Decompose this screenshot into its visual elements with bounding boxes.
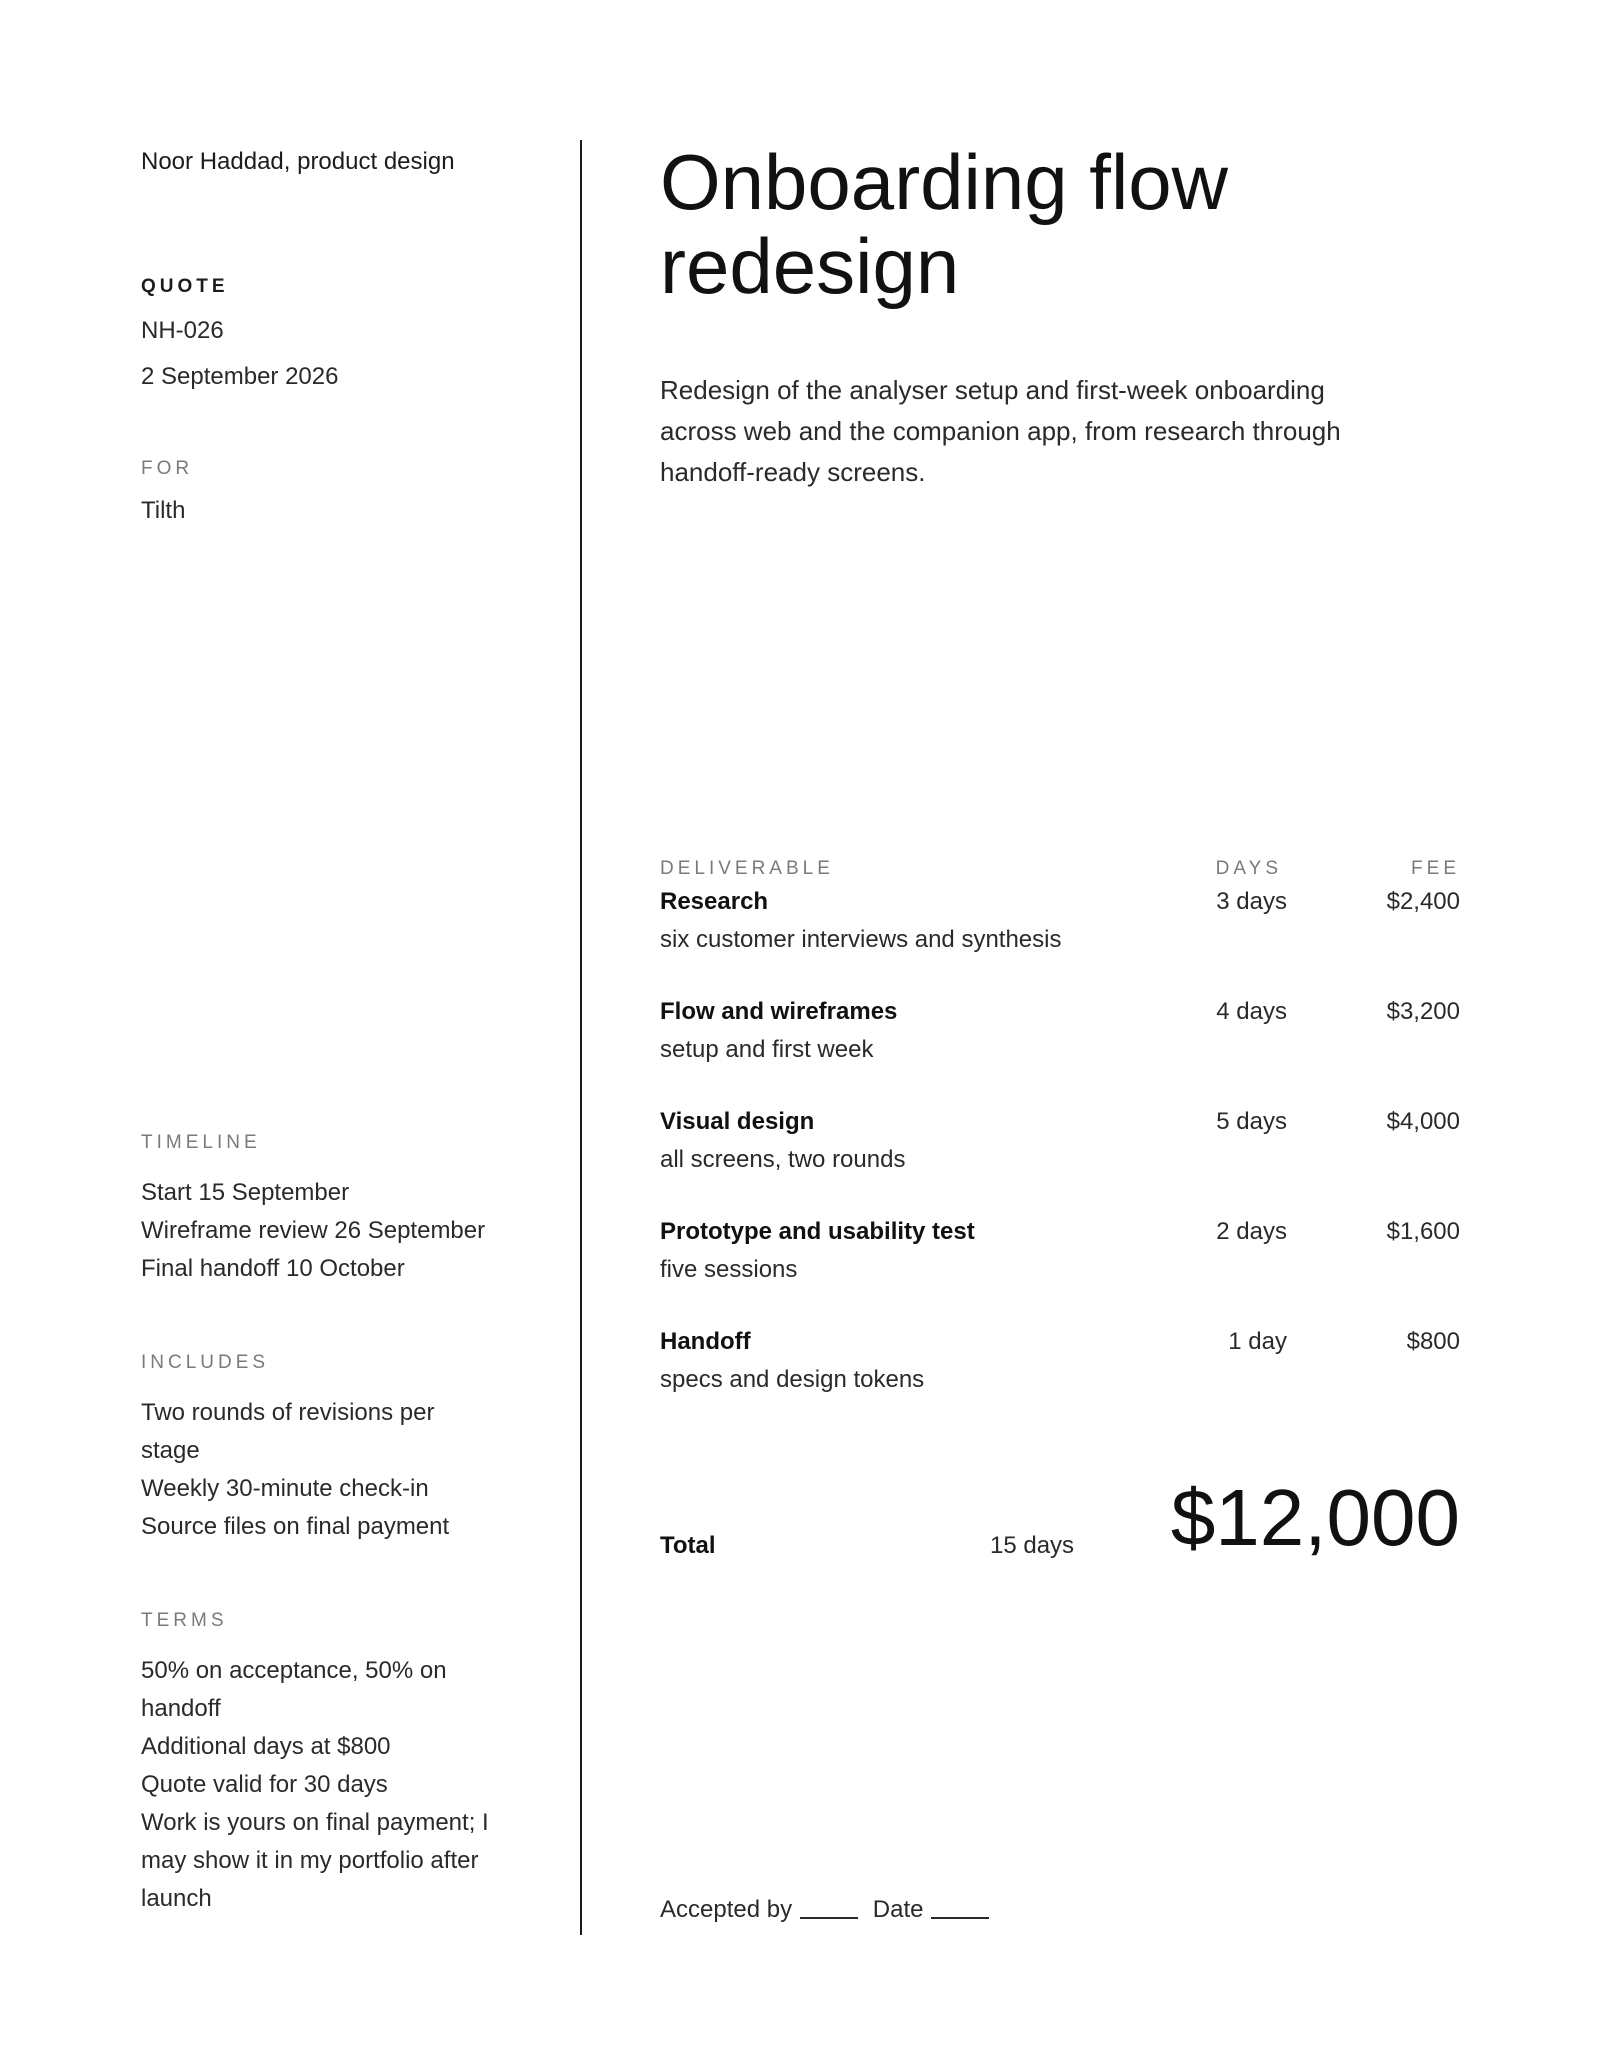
timeline-section bbox=[141, 1132, 511, 1288]
client-section bbox=[141, 458, 511, 530]
deliverable-name: Visual design bbox=[660, 1108, 815, 1135]
deliverable-row bbox=[660, 1216, 1460, 1296]
deliverable-days: 5 days bbox=[1216, 1108, 1287, 1135]
deliverable-name: Flow and wireframes bbox=[660, 998, 898, 1025]
deliverable-days: 3 days bbox=[1216, 888, 1287, 915]
terms-item: Quote valid for 30 days bbox=[141, 1771, 388, 1798]
quote-label: QUOTE bbox=[141, 276, 229, 297]
signature-blank[interactable] bbox=[800, 1917, 858, 1919]
deliverable-fee: $1,600 bbox=[1386, 1218, 1460, 1245]
total-fee: $12,000 bbox=[1170, 1473, 1460, 1562]
timeline-label: TIMELINE bbox=[141, 1132, 261, 1153]
deliverable-row bbox=[660, 1106, 1460, 1186]
deliverable-description: all screens, two rounds bbox=[660, 1146, 906, 1173]
date-label: Date bbox=[872, 1896, 924, 1923]
includes-item: Two rounds of revisions per stage bbox=[141, 1399, 435, 1464]
timeline-item: Start 15 September bbox=[141, 1179, 350, 1206]
deliverable-description: six customer interviews and synthesis bbox=[660, 926, 1062, 953]
quote-number: NH-026 bbox=[141, 317, 224, 344]
accepted-by-label: Accepted by bbox=[660, 1896, 793, 1923]
terms-section bbox=[141, 1610, 511, 1918]
includes-item: Weekly 30-minute check-in bbox=[141, 1475, 429, 1502]
deliverable-row bbox=[660, 996, 1460, 1076]
terms-label: TERMS bbox=[141, 1610, 228, 1631]
includes-label: INCLUDES bbox=[141, 1352, 270, 1373]
deliverable-fee: $2,400 bbox=[1386, 888, 1460, 915]
deliverable-days: 2 days bbox=[1216, 1218, 1287, 1245]
deliverable-days: 1 day bbox=[1228, 1328, 1287, 1355]
deliverable-name: Prototype and usability test bbox=[660, 1218, 975, 1245]
deliverable-description: five sessions bbox=[660, 1256, 798, 1283]
client-label: FOR bbox=[141, 458, 194, 479]
deliverable-days: 4 days bbox=[1216, 998, 1287, 1025]
deliverable-description: setup and first week bbox=[660, 1036, 874, 1063]
deliverable-fee: $4,000 bbox=[1386, 1108, 1460, 1135]
deliverable-row bbox=[660, 886, 1460, 966]
includes-section bbox=[141, 1352, 511, 1546]
acceptance-line bbox=[660, 1896, 997, 1924]
deliverable-name: Handoff bbox=[660, 1328, 751, 1355]
timeline-item: Wireframe review 26 September bbox=[141, 1217, 486, 1244]
quote-date: 2 September 2026 bbox=[141, 363, 339, 390]
includes-item: Source files on final payment bbox=[141, 1513, 450, 1540]
column-divider bbox=[580, 140, 582, 1935]
deliverable-description: specs and design tokens bbox=[660, 1366, 925, 1393]
header-fee: FEE bbox=[1411, 858, 1460, 879]
deliverables-header bbox=[660, 858, 1460, 882]
deliverable-fee: $3,200 bbox=[1386, 998, 1460, 1025]
project-title: Onboarding flow redesign bbox=[660, 138, 1229, 310]
quote-section bbox=[141, 276, 511, 396]
deliverable-fee: $800 bbox=[1406, 1328, 1460, 1355]
terms-item: Work is yours on final payment; I may show it in my portfolio after launch bbox=[141, 1809, 489, 1912]
deliverable-row bbox=[660, 1326, 1460, 1406]
timeline-item: Final handoff 10 October bbox=[141, 1255, 405, 1282]
total-label: Total bbox=[660, 1532, 716, 1559]
client-name: Tilth bbox=[141, 497, 186, 524]
header-deliverable: DELIVERABLE bbox=[660, 858, 834, 879]
project-summary: Redesign of the analyser setup and first-week onboarding across web and the companion app, from research through handoff-ready screens. bbox=[660, 375, 1341, 487]
header-days: DAYS bbox=[1215, 858, 1282, 879]
date-blank[interactable] bbox=[931, 1917, 989, 1919]
author-name: Noor Haddad, product design bbox=[141, 148, 455, 175]
terms-item: 50% on acceptance, 50% on handoff bbox=[141, 1657, 447, 1722]
terms-item: Additional days at $800 bbox=[141, 1733, 391, 1760]
deliverable-name: Research bbox=[660, 888, 769, 915]
total-row bbox=[660, 1470, 1460, 1570]
total-days: 15 days bbox=[990, 1532, 1075, 1559]
